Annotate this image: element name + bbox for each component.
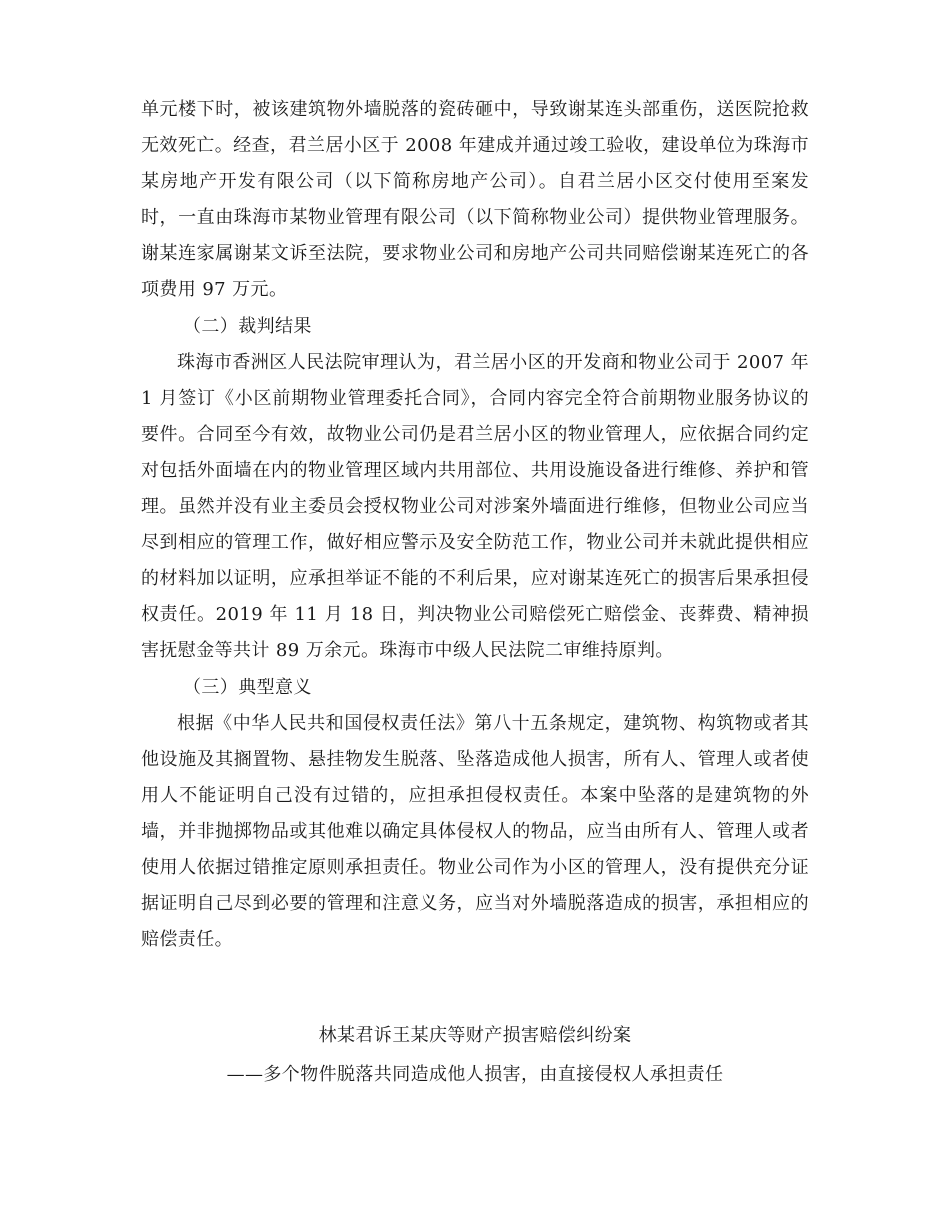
section-heading-judgment-result: （二）裁判结果 bbox=[183, 315, 312, 337]
paragraph-judgment: 珠海市香洲区人民法院审理认为，君兰居小区的开发商和物业公司于 2007 年1 月签订《小区前期物业管理委托合同》，合同内容完全符合前期物业服务协议的要件。合同至今有效，故物业公司仍是君兰居小区的物业管理人，应依据合同约定对包括外面墙在内的物业管理区域内共用部位、共用设施设备进行维修、养护和管理。虽然并没有业主委员会授权物业公司对涉案外墙面进行维修，但物业公司应当尽到相应的管理工作，做好相应警示及安全防范工作，物业公司并未就此提供相应的材料加以证明，应承担举证不能的不利后果，应对谢某连死亡的损害后果承担侵权责任。2019 年 11 月 18 日，判决物业公司赔偿死亡赔偿金、丧葬费、精神损害抚慰金等共计 89 万余元。珠海市中级人民法院二审维持原判。 bbox=[141, 351, 809, 662]
paragraph-significance: 根据《中华人民共和国侵权责任法》第八十五条规定，建筑物、构筑物或者其他设施及其搁置物、悬挂物发生脱落、坠落造成他人损害，所有人、管理人或者使用人不能证明自己没有过错的，应担承担侵权责任。本案中坠落的是建筑物的外墙，并非抛掷物品或其他难以确定具体侵权人的物品，应当由所有人、管理人或者使用人依据过错推定原则承担责任。物业公司作为小区的管理人，没有提供充分证据证明自己尽到必要的管理和注意义务，应当对外墙脱落造成的损害，承担相应的赔偿责任。 bbox=[141, 712, 809, 951]
case-title: 林某君诉王某庆等财产损害赔偿纠纷案 bbox=[318, 1025, 632, 1046]
section-heading-typical-significance: （三）典型意义 bbox=[183, 676, 312, 698]
case-subtitle: ——多个物件脱落共同造成他人损害，由直接侵权人承担责任 bbox=[226, 1064, 724, 1085]
paragraph-case-facts-continuation: 单元楼下时，被该建筑物外墙脱落的瓷砖砸中，导致谢某连头部重伤，送医院抢救无效死亡。经查，君兰居小区于 2008 年建成并通过竣工验收，建设单位为珠海市某房地产开发有限公司（以下简称房地产公司）。自君兰居小区交付使用至案发时，一直由珠海市某物业管理有限公司（以下简称物业公司）提供物业管理服务。谢某连家属谢某文诉至法院，要求物业公司和房地产公司共同赔偿谢某连死亡的各项费用 97 万元。 bbox=[141, 99, 809, 301]
document-body bbox=[141, 92, 809, 958]
